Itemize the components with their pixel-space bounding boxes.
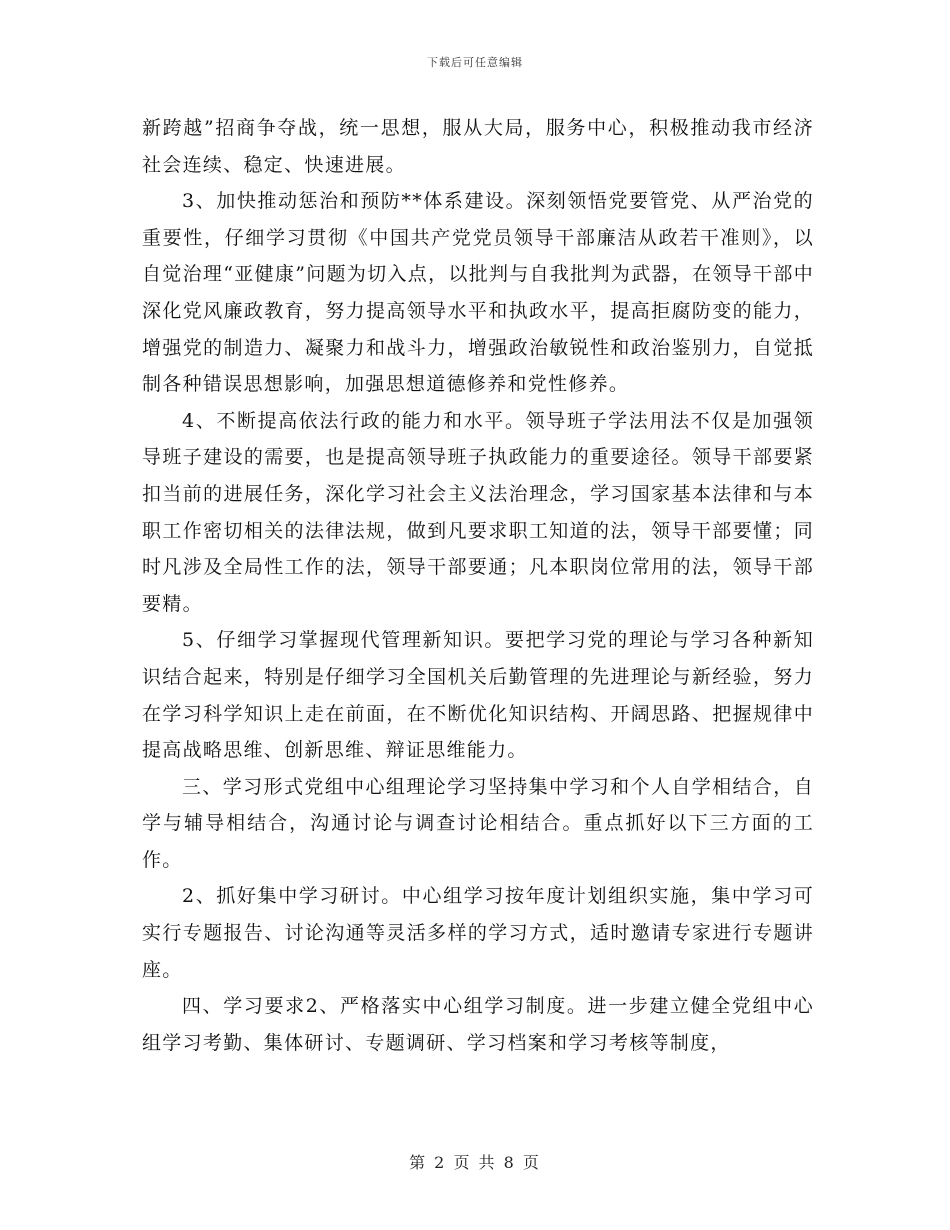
document-body bbox=[142, 110, 814, 1061]
body-paragraph: 四、学习要求2、严格落实中心组学习制度。进一步建立健全党组中心组学习考勤、集体研讨、专题调研、学习档案和学习考核等制度， bbox=[142, 995, 814, 1054]
body-paragraph: 4、不断提高依法行政的能力和水平。领导班子学法用法不仅是加强领导班子建设的需要，也是提高领导班子执政能力的重要途径。领导干部要紧扣当前的进展任务，深化学习社会主义法治理念，学习国家基本法律和与本职工作密切相关的法律法规，做到凡要求职工知道的法，领导干部要懂；同时凡涉及全局性工作的法，领导干部要通；凡本职岗位常用的法，领导干部要精。 bbox=[142, 409, 814, 615]
body-paragraph: 3、加快推动惩治和预防**体系建设。深刻领悟党要管党、从严治党的重要性，仔细学习贯彻《中国共产党党员领导干部廉洁从政若干准则》，以自觉治理“亚健康”问题为切入点，以批判与自我批判为武器，在领导干部中深化党风廉政教育，努力提高领导水平和执政水平，提高拒腐防变的能力，增强党的制造力、凝聚力和战斗力，增强政治敏锐性和政治鉴别力，自觉抵制各种错误思想影响，加强思想道德修养和党性修养。 bbox=[142, 190, 814, 396]
body-paragraph: 三、学习形式党组中心组理论学习坚持集中学习和个人自学相结合，自学与辅导相结合，沟通讨论与调查讨论相结合。重点抓好以下三方面的工作。 bbox=[142, 775, 814, 871]
page-number: 第 2 页 共 8 页 bbox=[409, 1153, 541, 1172]
body-paragraph: 5、仔细学习掌握现代管理新知识。要把学习党的理论与学习各种新知识结合起来，特别是仔细学习全国机关后勤管理的先进理论与新经验，努力在学习科学知识上走在前面，在不断优化知识结构、开阔思路、把握规律中提高战略思维、创新思维、辩证思维能力。 bbox=[142, 629, 814, 762]
body-paragraph: 新跨越”招商争夺战，统一思想，服从大局，服务中心，积极推动我市经济社会连续、稳定、快速进展。 bbox=[142, 117, 814, 176]
body-paragraph: 2、抓好集中学习研讨。中心组学习按年度计划组织实施，集中学习可实行专题报告、讨论沟通等灵活多样的学习方式，适时邀请专家进行专题讲座。 bbox=[142, 885, 814, 981]
page-header-note: 下载后可任意编辑 bbox=[427, 56, 523, 69]
